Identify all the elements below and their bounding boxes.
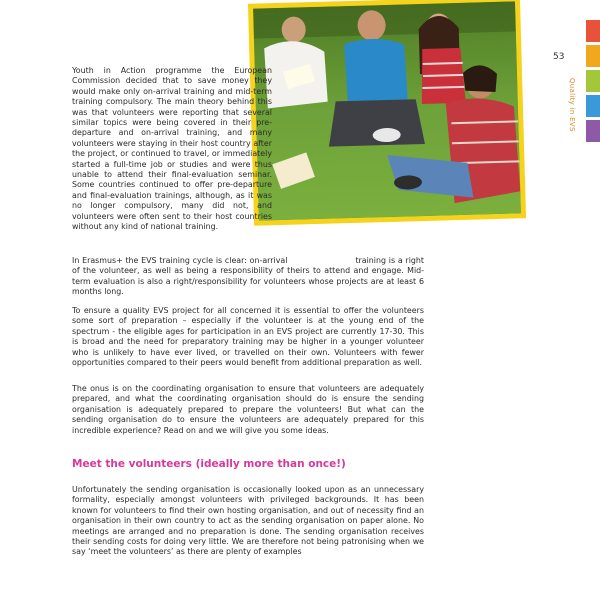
photo-frame	[248, 0, 526, 226]
paragraph-text: In Erasmus+ the EVS training cycle is clear: on-arrival	[72, 256, 288, 265]
color-tab	[586, 70, 600, 92]
chapter-side-tag: Quality in EVS	[568, 78, 576, 132]
paragraph-youth-in-action: Youth in Action programme the European Commission decided that to save money they would make only on-arrival training and mid-term training compulsory. The main theory behind this was that volunteers were reporting that several similar topics were being covered in their pre-departure and on-arrival training, and many volunteers were staying in their host country after the project, or continued to travel, or immediately started a full-time job or studies and were thus unable to attend their final-evaluation seminar. Some countries continued to offer pre-departure and final-evaluation trainings, although, as it was no longer compulsory, many did not, and volunteers were often sent to their host countries without any kind of national training.	[72, 66, 272, 232]
page-number: 53	[553, 52, 565, 62]
color-tab	[586, 45, 600, 67]
chapter-color-tabs	[586, 20, 600, 145]
color-tab	[586, 120, 600, 142]
photo-illustration	[253, 1, 521, 220]
paragraph-sending-organisation: Unfortunately the sending organisation is occasionally looked upon as an unnecessary formality, especially amongst volunteers with privileged backgrounds. It has been known for volunteers to find their own hosting organisation, and out of necessity find an organisation in their own country to act as the sending organisation on paper alone. No meetings are arranged and no preparation is done. The sending organisation receives their sending costs for doing very little. We are therefore not being patronising when we say ‘meet the volunteers’ as there are plenty of examples	[72, 485, 424, 557]
section-heading: Meet the volunteers (ideally more than once!)	[72, 458, 346, 470]
color-tab	[586, 95, 600, 117]
paragraph-erasmus-training-cycle	[72, 256, 424, 298]
paragraph-quality-evs: To ensure a quality EVS project for all concerned it is essential to offer the volunteers some sort of preparation – especially if the volunteer is at the young end of the spectrum - the eligible ages for participation in an EVS project are currently 17-30. This is broad and the need for preparatory training may be higher in a younger volunteer who is unlikely to have ever lived, or travelled on their own. Volunteers with fewer opportunities compared to their peers would benefit from additional preparation as well.	[72, 306, 424, 368]
color-tab	[586, 20, 600, 42]
photo-volunteers-group	[253, 1, 521, 220]
paragraph-text: theirs to attend and engage. Mid-term evaluation is also a right/responsibility for volunteers whose projects are at least 6 months long.	[72, 266, 424, 297]
paragraph-text: training is a right of the volunteer, as well as being a responsibility of	[72, 256, 424, 276]
paragraph-coordinating-organisation: The onus is on the coordinating organisation to ensure that volunteers are adequately prepared, and what the coordinating organisation should do is ensure the sending organisation is adequately prepared to prepare the volunteers! But what can the sending organisation do to ensure the volunteers are adequately prepared for this incredible experience? Read on and we will give you some ideas.	[72, 384, 424, 435]
